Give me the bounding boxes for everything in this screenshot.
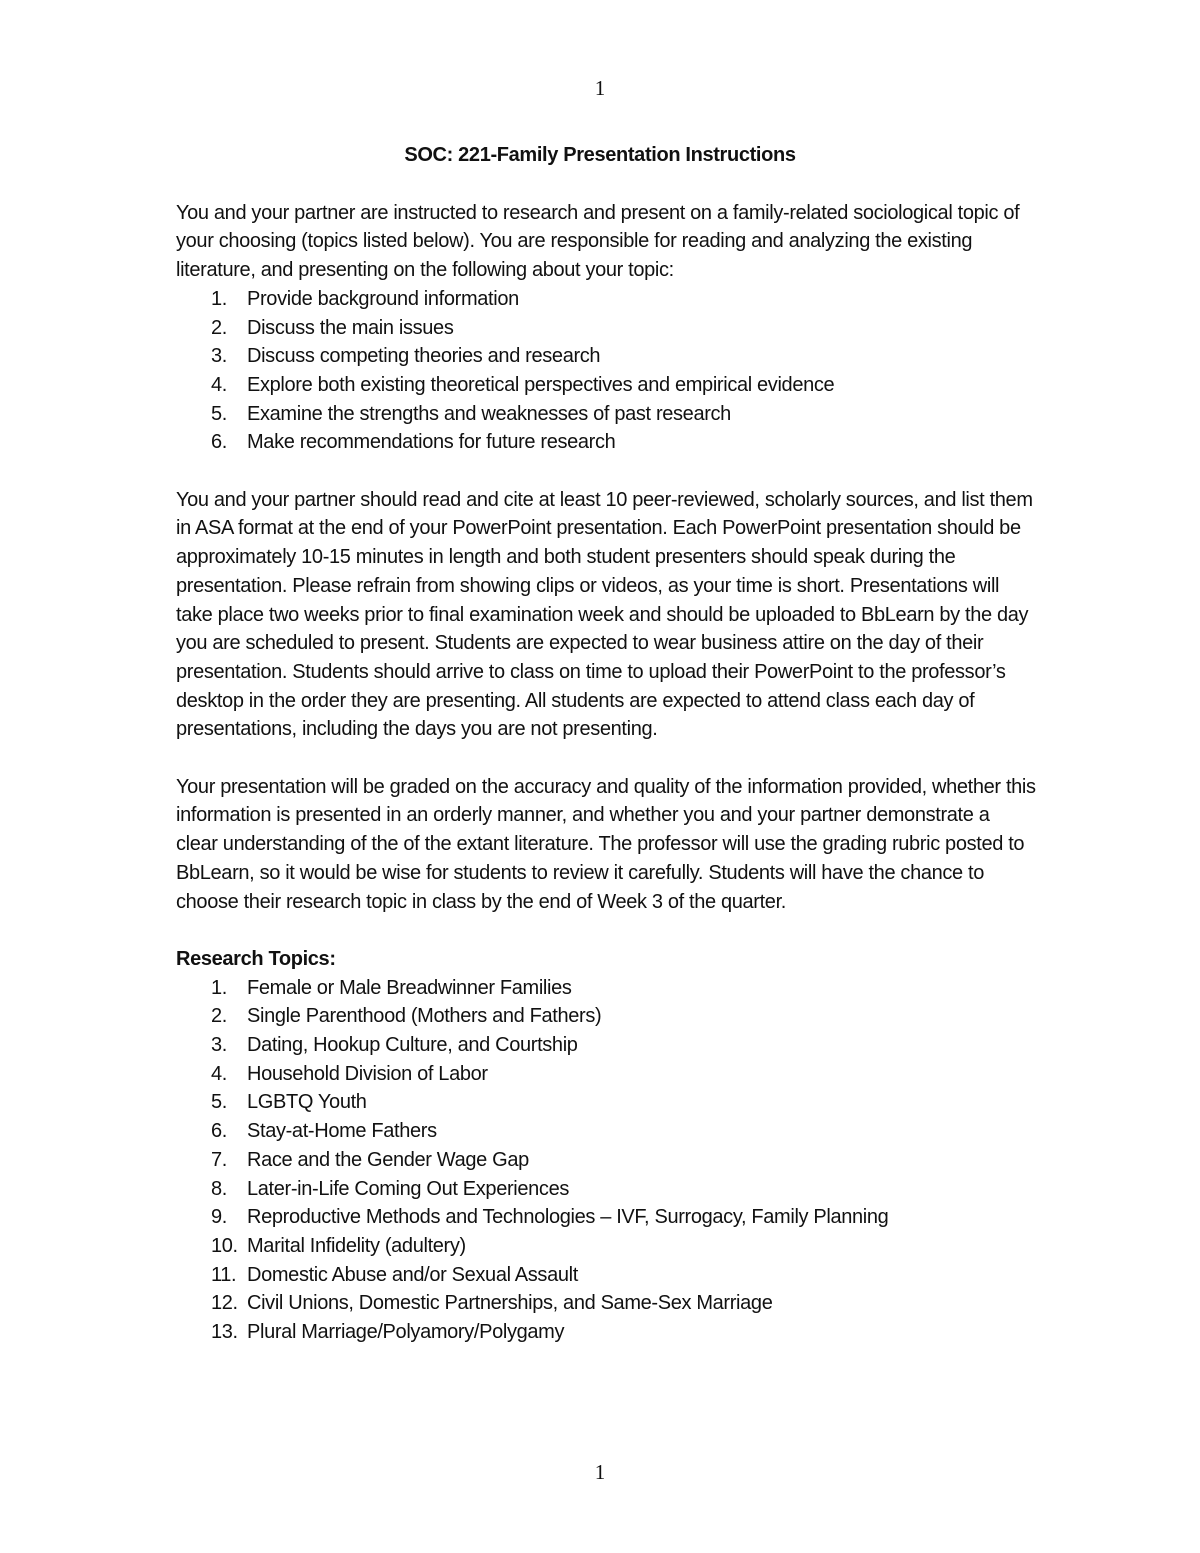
list-item-text: Later-in-Life Coming Out Experiences [247, 1177, 569, 1200]
list-item-text: Marital Infidelity (adultery) [247, 1234, 466, 1257]
list-item [176, 974, 1036, 1003]
list-item-text: Plural Marriage/Polyamory/Polygamy [247, 1321, 565, 1344]
list-item [176, 342, 1036, 371]
list-item [176, 1289, 1036, 1318]
document-body [176, 141, 1036, 1347]
list-item-number: 5. [211, 402, 227, 425]
list-item-number: 7. [211, 1148, 227, 1171]
list-item-text: Make recommendations for future research [247, 431, 616, 454]
list-item-text: Female or Male Breadwinner Families [247, 976, 572, 999]
list-item-number: 2. [211, 1005, 227, 1028]
list-item-text: Domestic Abuse and/or Sexual Assault [247, 1263, 578, 1286]
list-item-text: Explore both existing theoretical perspectives and empirical evidence [247, 373, 835, 396]
grading-paragraph: Your presentation will be graded on the accuracy and quality of the information provided, whether this information is presented in an orderly manner, and whether you and your partner demonstrate a clear understanding of the of the extant literature. The professor will use the grading rubric posted to BbLearn, so it would be wise for students to review it carefully. Students will have the chance to choose their research topic in class by the end of Week 3 of the quarter. [176, 775, 1036, 913]
list-item-text: Discuss competing theories and research [247, 345, 601, 368]
list-item-number: 12. [211, 1292, 238, 1315]
list-item-number: 11. [211, 1263, 237, 1286]
list-item [176, 1261, 1036, 1290]
page-number-footer: 1 [594, 1460, 606, 1484]
list-item-text: Stay-at-Home Fathers [247, 1120, 437, 1143]
list-item [176, 1117, 1036, 1146]
list-item-text: Dating, Hookup Culture, and Courtship [247, 1034, 578, 1057]
research-topics-heading: Research Topics: [176, 947, 336, 970]
list-item [176, 1203, 1036, 1232]
list-item-number: 6. [211, 431, 227, 454]
list-item [176, 1318, 1036, 1347]
list-item [176, 1175, 1036, 1204]
list-item [176, 400, 1036, 429]
list-item-text: Reproductive Methods and Technologies – IVF, Surrogacy, Family Planning [247, 1206, 889, 1229]
list-item-number: 4. [211, 1062, 227, 1085]
list-item-number: 5. [211, 1091, 227, 1114]
list-item [176, 285, 1036, 314]
list-item-number: 13. [211, 1321, 238, 1344]
list-item-number: 3. [211, 1034, 227, 1057]
list-item-number: 2. [211, 316, 227, 339]
sources-paragraph: You and your partner should read and cite at least 10 peer-reviewed, scholarly sources, and list them in ASA format at the end of your PowerPoint presentation. Each PowerPoint presentation should be approximately 10-15 minutes in length and both student presenters should speak during the presentation. Please refrain from showing clips or videos, as your time is short. Presentations will take place two weeks prior to final examination week and should be uploaded to BbLearn by the day you are scheduled to present. Students are expected to wear business attire on the day of their presentation. Students should arrive to class on time to upload their PowerPoint to the professor’s desktop in the order they are presenting. All students are expected to attend class each day of presentations, including the days you are not presenting. [176, 488, 1033, 741]
list-item [176, 1002, 1036, 1031]
list-item-text: Race and the Gender Wage Gap [247, 1148, 529, 1171]
list-item [176, 1060, 1036, 1089]
list-item [176, 428, 1036, 457]
list-item-text: Provide background information [247, 287, 519, 310]
list-item-number: 3. [211, 345, 227, 368]
list-item [176, 371, 1036, 400]
list-item-number: 1. [211, 976, 227, 999]
list-item-number: 9. [211, 1206, 227, 1229]
list-item [176, 1088, 1036, 1117]
document-title: SOC: 221-Family Presentation Instructions [404, 144, 796, 166]
instructions-list [176, 285, 1036, 457]
list-item-text: Examine the strengths and weaknesses of past research [247, 402, 731, 425]
list-item [176, 1031, 1036, 1060]
list-item [176, 1232, 1036, 1261]
list-item [176, 314, 1036, 343]
list-item-number: 1. [211, 287, 227, 310]
list-item-text: Household Division of Labor [247, 1062, 488, 1085]
list-item-number: 10. [211, 1234, 238, 1257]
list-item-text: LGBTQ Youth [247, 1091, 367, 1114]
page-number-header: 1 [594, 76, 606, 100]
list-item-text: Civil Unions, Domestic Partnerships, and Same-Sex Marriage [247, 1292, 773, 1315]
list-item-text: Discuss the main issues [247, 316, 454, 339]
list-item-number: 6. [211, 1120, 227, 1143]
topics-list [176, 974, 1036, 1347]
list-item-number: 4. [211, 373, 227, 396]
intro-paragraph: You and your partner are instructed to research and present on a family-related sociological topic of your choosing (topics listed below). You are responsible for reading and analyzing the existing literature, and presenting on the following about your topic: [176, 201, 1020, 282]
list-item-number: 8. [211, 1177, 227, 1200]
list-item-text: Single Parenthood (Mothers and Fathers) [247, 1005, 602, 1028]
list-item [176, 1146, 1036, 1175]
